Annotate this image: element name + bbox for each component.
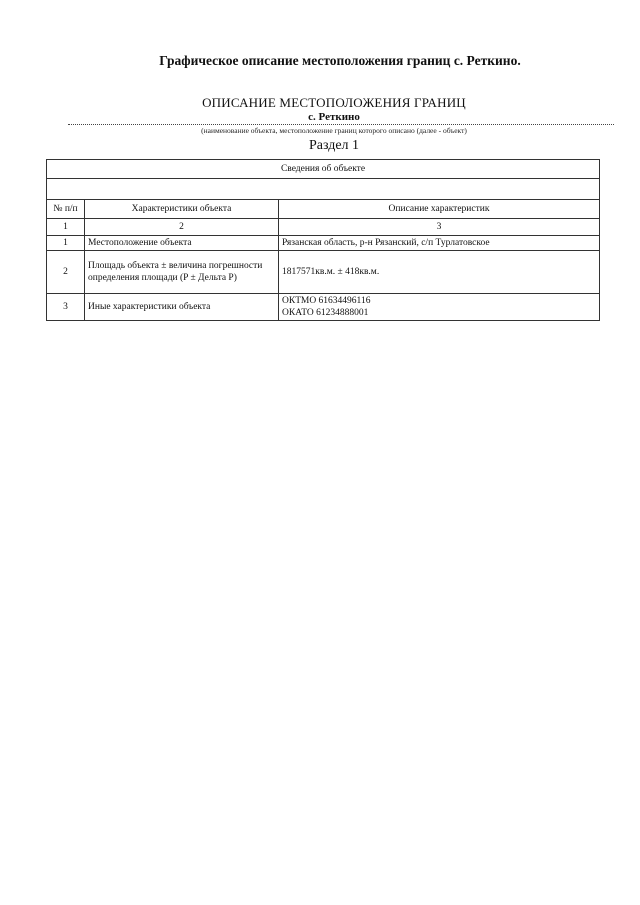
row-number: 1 <box>47 236 85 251</box>
object-name: с. Реткино <box>308 111 360 123</box>
header-number: № п/п <box>47 200 85 219</box>
table-spacer-row <box>47 179 600 200</box>
row-description <box>279 294 600 321</box>
table-spacer <box>47 179 600 200</box>
row-characteristic: Площадь объекта ± величина погрешности определения площади (P ± Дельта P) <box>85 251 279 294</box>
table-caption: Сведения об объекте <box>47 160 600 179</box>
okato-code: ОКАТО 61234888001 <box>282 308 369 318</box>
row-description: 1817571кв.м. ± 418кв.м. <box>279 251 600 294</box>
document-title: Графическое описание местоположения границ с. Реткино. <box>159 53 521 68</box>
column-number-2: 2 <box>85 219 279 236</box>
section-title: Раздел 1 <box>308 138 360 153</box>
table-caption-row <box>47 160 600 179</box>
object-info-table <box>46 159 600 321</box>
table-row <box>47 294 600 321</box>
object-caption: (наименование объекта, местоположение границ которого описано (далее - объект) <box>201 126 467 135</box>
column-number-3: 3 <box>279 219 600 236</box>
header-characteristic: Характеристики объекта <box>85 200 279 219</box>
table-column-numbers-row <box>47 219 600 236</box>
table-header-row <box>47 200 600 219</box>
object-name-underline <box>68 124 614 125</box>
table-row <box>47 251 600 294</box>
row-number: 3 <box>47 294 85 321</box>
row-description: Рязанская область, р-н Рязанский, с/п Турлатовское <box>279 236 600 251</box>
row-characteristic: Иные характеристики объекта <box>85 294 279 321</box>
table-row <box>47 236 600 251</box>
row-number: 2 <box>47 251 85 294</box>
row-characteristic: Местоположение объекта <box>85 236 279 251</box>
header-description: Описание характеристик <box>279 200 600 219</box>
description-heading: ОПИСАНИЕ МЕСТОПОЛОЖЕНИЯ ГРАНИЦ <box>202 95 466 110</box>
oktmo-code: ОКТМО 61634496116 <box>282 296 371 306</box>
column-number-1: 1 <box>47 219 85 236</box>
